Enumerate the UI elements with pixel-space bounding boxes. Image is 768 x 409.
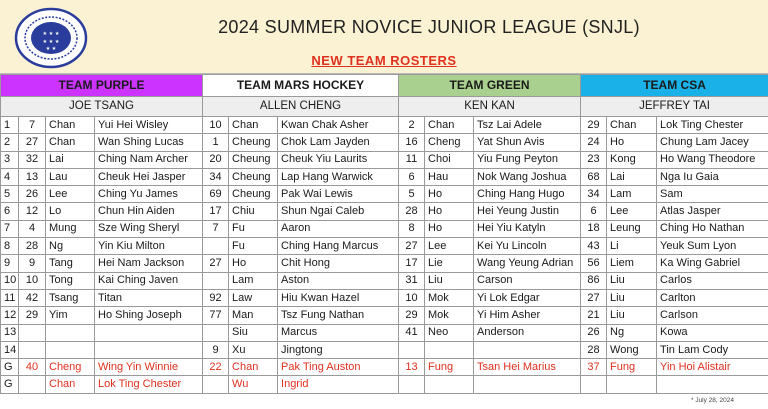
purple-last-name: Yim bbox=[46, 307, 95, 324]
row-index: 14 bbox=[1, 341, 19, 358]
csa-jersey-number: 23 bbox=[581, 151, 607, 168]
csa-jersey-number: 37 bbox=[581, 359, 607, 376]
csa-jersey-number: 27 bbox=[581, 289, 607, 306]
csa-jersey-number: 28 bbox=[581, 341, 607, 358]
team-name-csa: TEAM CSA bbox=[581, 75, 768, 97]
csa-last-name bbox=[607, 376, 657, 393]
green-first-name: Yiu Fung Peyton bbox=[474, 151, 581, 168]
team-name-mars-hockey: TEAM MARS HOCKEY bbox=[203, 75, 399, 97]
mars-hockey-jersey-number bbox=[203, 238, 229, 255]
mars-hockey-first-name: Kwan Chak Asher bbox=[278, 117, 399, 134]
purple-jersey-number: 7 bbox=[19, 117, 46, 134]
mars-hockey-last-name: Xu bbox=[229, 341, 278, 358]
purple-last-name: Chan bbox=[46, 376, 95, 393]
table-row bbox=[1, 255, 768, 272]
green-first-name: Wang Yeung Adrian bbox=[474, 255, 581, 272]
mars-hockey-last-name: Lam bbox=[229, 272, 278, 289]
csa-last-name: Li bbox=[607, 238, 657, 255]
mars-hockey-first-name: Lap Hang Warwick bbox=[278, 168, 399, 185]
csa-last-name: Wong bbox=[607, 341, 657, 358]
purple-last-name: Lo bbox=[46, 203, 95, 220]
purple-last-name: Tsang bbox=[46, 289, 95, 306]
green-first-name: Yi Lok Edgar bbox=[474, 289, 581, 306]
row-index: 9 bbox=[1, 255, 19, 272]
table-row bbox=[1, 272, 768, 289]
green-jersey-number: 10 bbox=[399, 289, 425, 306]
csa-first-name: Ching Ho Nathan bbox=[657, 220, 768, 237]
mars-hockey-first-name: Cheuk Yiu Laurits bbox=[278, 151, 399, 168]
row-index: 1 bbox=[1, 117, 19, 134]
mars-hockey-first-name: Hiu Kwan Hazel bbox=[278, 289, 399, 306]
csa-last-name: Liem bbox=[607, 255, 657, 272]
purple-jersey-number bbox=[19, 376, 46, 393]
purple-jersey-number: 32 bbox=[19, 151, 46, 168]
purple-first-name: Wing Yin Winnie bbox=[95, 359, 203, 376]
green-jersey-number: 6 bbox=[399, 168, 425, 185]
green-last-name: Liu bbox=[425, 272, 474, 289]
purple-last-name: Lau bbox=[46, 168, 95, 185]
mars-hockey-jersey-number: 7 bbox=[203, 220, 229, 237]
csa-last-name: Liu bbox=[607, 272, 657, 289]
page-subtitle: NEW TEAM ROSTERS bbox=[311, 53, 457, 68]
csa-last-name: Liu bbox=[607, 289, 657, 306]
green-first-name: Tsan Hei Marius bbox=[474, 359, 581, 376]
mars-hockey-jersey-number bbox=[203, 272, 229, 289]
header-banner bbox=[0, 0, 768, 74]
green-jersey-number: 17 bbox=[399, 255, 425, 272]
green-last-name: Lie bbox=[425, 255, 474, 272]
green-last-name: Chan bbox=[425, 117, 474, 134]
mars-hockey-first-name: Chit Hong bbox=[278, 255, 399, 272]
csa-jersey-number: 21 bbox=[581, 307, 607, 324]
csa-jersey-number: 18 bbox=[581, 220, 607, 237]
mars-hockey-jersey-number: 20 bbox=[203, 151, 229, 168]
csa-first-name: Nga Iu Gaia bbox=[657, 168, 768, 185]
mars-hockey-last-name: Chan bbox=[229, 117, 278, 134]
green-first-name: Tsz Lai Adele bbox=[474, 117, 581, 134]
green-first-name bbox=[474, 341, 581, 358]
csa-first-name: Ka Wing Gabriel bbox=[657, 255, 768, 272]
table-row bbox=[1, 324, 768, 341]
purple-first-name: Yin Kiu Milton bbox=[95, 238, 203, 255]
csa-first-name: Lok Ting Chester bbox=[657, 117, 768, 134]
green-first-name: Yat Shun Avis bbox=[474, 134, 581, 151]
green-jersey-number: 31 bbox=[399, 272, 425, 289]
purple-jersey-number: 28 bbox=[19, 238, 46, 255]
csa-jersey-number: 6 bbox=[581, 203, 607, 220]
csa-last-name: Ng bbox=[607, 324, 657, 341]
table-row bbox=[1, 220, 768, 237]
table-row bbox=[1, 376, 768, 393]
green-last-name: Ho bbox=[425, 203, 474, 220]
purple-last-name: Chan bbox=[46, 134, 95, 151]
green-first-name: Carson bbox=[474, 272, 581, 289]
purple-first-name: Ho Shing Joseph bbox=[95, 307, 203, 324]
green-jersey-number: 8 bbox=[399, 220, 425, 237]
green-first-name: Hei Yiu Katyln bbox=[474, 220, 581, 237]
green-jersey-number: 11 bbox=[399, 151, 425, 168]
mars-hockey-last-name: Chiu bbox=[229, 203, 278, 220]
purple-jersey-number bbox=[19, 341, 46, 358]
purple-jersey-number: 13 bbox=[19, 168, 46, 185]
purple-jersey-number: 4 bbox=[19, 220, 46, 237]
mars-hockey-jersey-number: 1 bbox=[203, 134, 229, 151]
team-name-purple: TEAM PURPLE bbox=[1, 75, 203, 97]
purple-last-name: Tang bbox=[46, 255, 95, 272]
row-index: 3 bbox=[1, 151, 19, 168]
green-last-name bbox=[425, 376, 474, 393]
green-last-name: Mok bbox=[425, 289, 474, 306]
mars-hockey-last-name: Cheung bbox=[229, 134, 278, 151]
mars-hockey-jersey-number: 22 bbox=[203, 359, 229, 376]
table-row bbox=[1, 134, 768, 151]
table-row bbox=[1, 186, 768, 203]
csa-jersey-number: 29 bbox=[581, 117, 607, 134]
row-index: 6 bbox=[1, 203, 19, 220]
green-jersey-number: 29 bbox=[399, 307, 425, 324]
purple-first-name: Cheuk Hei Jasper bbox=[95, 168, 203, 185]
mars-hockey-jersey-number: 77 bbox=[203, 307, 229, 324]
coach-mars-hockey: ALLEN CHENG bbox=[203, 97, 399, 117]
csa-first-name bbox=[657, 376, 768, 393]
purple-first-name: Yui Hei Wisley bbox=[95, 117, 203, 134]
csa-last-name: Lam bbox=[607, 186, 657, 203]
green-last-name: Choi bbox=[425, 151, 474, 168]
mars-hockey-last-name: Fu bbox=[229, 238, 278, 255]
mars-hockey-jersey-number: 69 bbox=[203, 186, 229, 203]
mars-hockey-first-name: Jingtong bbox=[278, 341, 399, 358]
mars-hockey-jersey-number: 92 bbox=[203, 289, 229, 306]
purple-jersey-number: 10 bbox=[19, 272, 46, 289]
csa-first-name: Carlos bbox=[657, 272, 768, 289]
csa-first-name: Kowa bbox=[657, 324, 768, 341]
coach-green: KEN KAN bbox=[399, 97, 581, 117]
green-jersey-number: 41 bbox=[399, 324, 425, 341]
table-row bbox=[1, 117, 768, 134]
csa-last-name: Ho bbox=[607, 134, 657, 151]
csa-jersey-number: 34 bbox=[581, 186, 607, 203]
purple-first-name: Sze Wing Sheryl bbox=[95, 220, 203, 237]
purple-first-name: Ching Nam Archer bbox=[95, 151, 203, 168]
mars-hockey-jersey-number: 17 bbox=[203, 203, 229, 220]
csa-first-name: Sam bbox=[657, 186, 768, 203]
row-index: 13 bbox=[1, 324, 19, 341]
green-jersey-number bbox=[399, 376, 425, 393]
mars-hockey-jersey-number: 10 bbox=[203, 117, 229, 134]
purple-last-name: Cheng bbox=[46, 359, 95, 376]
csa-first-name: Tin Lam Cody bbox=[657, 341, 768, 358]
mars-hockey-jersey-number bbox=[203, 324, 229, 341]
mars-hockey-first-name: Pak Wai Lewis bbox=[278, 186, 399, 203]
purple-jersey-number: 26 bbox=[19, 186, 46, 203]
row-index: 11 bbox=[1, 289, 19, 306]
purple-last-name: Tong bbox=[46, 272, 95, 289]
purple-jersey-number: 9 bbox=[19, 255, 46, 272]
green-jersey-number bbox=[399, 341, 425, 358]
row-index: 8 bbox=[1, 238, 19, 255]
purple-last-name bbox=[46, 341, 95, 358]
table-row bbox=[1, 238, 768, 255]
csa-jersey-number: 26 bbox=[581, 324, 607, 341]
mars-hockey-first-name: Tsz Fung Nathan bbox=[278, 307, 399, 324]
purple-first-name: Kai Ching Javen bbox=[95, 272, 203, 289]
mars-hockey-last-name: Law bbox=[229, 289, 278, 306]
csa-last-name: Kong bbox=[607, 151, 657, 168]
purple-jersey-number: 40 bbox=[19, 359, 46, 376]
team-header-row bbox=[1, 75, 768, 97]
purple-first-name: Wan Shing Lucas bbox=[95, 134, 203, 151]
green-first-name: Hei Yeung Justin bbox=[474, 203, 581, 220]
mars-hockey-jersey-number: 9 bbox=[203, 341, 229, 358]
csa-first-name: Chung Lam Jacey bbox=[657, 134, 768, 151]
mars-hockey-last-name: Man bbox=[229, 307, 278, 324]
mars-hockey-first-name: Shun Ngai Caleb bbox=[278, 203, 399, 220]
purple-jersey-number: 27 bbox=[19, 134, 46, 151]
green-jersey-number: 27 bbox=[399, 238, 425, 255]
mars-hockey-last-name: Cheung bbox=[229, 151, 278, 168]
purple-jersey-number bbox=[19, 324, 46, 341]
green-jersey-number: 5 bbox=[399, 186, 425, 203]
purple-first-name bbox=[95, 324, 203, 341]
green-last-name: Hau bbox=[425, 168, 474, 185]
csa-first-name: Carlson bbox=[657, 307, 768, 324]
mars-hockey-jersey-number: 27 bbox=[203, 255, 229, 272]
table-row bbox=[1, 203, 768, 220]
purple-last-name: Ng bbox=[46, 238, 95, 255]
csa-first-name: Atlas Jasper bbox=[657, 203, 768, 220]
table-row bbox=[1, 359, 768, 376]
csa-jersey-number bbox=[581, 376, 607, 393]
purple-first-name: Hei Nam Jackson bbox=[95, 255, 203, 272]
csa-last-name: Chan bbox=[607, 117, 657, 134]
purple-last-name: Lee bbox=[46, 186, 95, 203]
green-first-name: Anderson bbox=[474, 324, 581, 341]
purple-jersey-number: 12 bbox=[19, 203, 46, 220]
date-footnote: * July 28, 2024 bbox=[690, 397, 734, 404]
csa-last-name: Leung bbox=[607, 220, 657, 237]
coach-purple: JOE TSANG bbox=[1, 97, 203, 117]
csa-last-name: Fung bbox=[607, 359, 657, 376]
mars-hockey-first-name: Ching Hang Marcus bbox=[278, 238, 399, 255]
csa-jersey-number: 43 bbox=[581, 238, 607, 255]
csa-jersey-number: 68 bbox=[581, 168, 607, 185]
green-last-name: Ho bbox=[425, 186, 474, 203]
mars-hockey-first-name: Aaron bbox=[278, 220, 399, 237]
green-last-name: Ho bbox=[425, 220, 474, 237]
green-last-name: Mok bbox=[425, 307, 474, 324]
green-first-name: Ching Hang Hugo bbox=[474, 186, 581, 203]
mars-hockey-jersey-number: 34 bbox=[203, 168, 229, 185]
mars-hockey-last-name: Wu bbox=[229, 376, 278, 393]
svg-text:★ ★ ★: ★ ★ ★ bbox=[42, 39, 60, 45]
purple-first-name: Chun Hin Aiden bbox=[95, 203, 203, 220]
table-row bbox=[1, 151, 768, 168]
table-row bbox=[1, 168, 768, 185]
csa-last-name: Lee bbox=[607, 203, 657, 220]
svg-text:★ ★ ★: ★ ★ ★ bbox=[42, 31, 60, 37]
mars-hockey-first-name: Chok Lam Jayden bbox=[278, 134, 399, 151]
mars-hockey-first-name: Marcus bbox=[278, 324, 399, 341]
csa-last-name: Lai bbox=[607, 168, 657, 185]
row-index: G bbox=[1, 359, 19, 376]
coach-row bbox=[1, 97, 768, 117]
row-index: 5 bbox=[1, 186, 19, 203]
mars-hockey-jersey-number bbox=[203, 376, 229, 393]
csa-first-name: Yin Hoi Alistair bbox=[657, 359, 768, 376]
roster-table bbox=[0, 74, 768, 394]
table-row bbox=[1, 341, 768, 358]
purple-last-name: Mung bbox=[46, 220, 95, 237]
table-row bbox=[1, 289, 768, 306]
green-first-name: Yi Him Asher bbox=[474, 307, 581, 324]
purple-last-name bbox=[46, 324, 95, 341]
purple-first-name bbox=[95, 341, 203, 358]
coach-csa: JEFFREY TAI bbox=[581, 97, 768, 117]
team-name-green: TEAM GREEN bbox=[399, 75, 581, 97]
purple-first-name: Ching Yu James bbox=[95, 186, 203, 203]
csa-jersey-number: 56 bbox=[581, 255, 607, 272]
table-row bbox=[1, 307, 768, 324]
mars-hockey-first-name: Pak Ting Auston bbox=[278, 359, 399, 376]
csa-first-name: Ho Wang Theodore bbox=[657, 151, 768, 168]
csa-first-name: Carlton bbox=[657, 289, 768, 306]
mars-hockey-first-name: Ingrid bbox=[278, 376, 399, 393]
mars-hockey-last-name: Cheung bbox=[229, 168, 278, 185]
row-index: 10 bbox=[1, 272, 19, 289]
purple-last-name: Lai bbox=[46, 151, 95, 168]
green-first-name: Nok Wang Joshua bbox=[474, 168, 581, 185]
mars-hockey-last-name: Cheung bbox=[229, 186, 278, 203]
purple-first-name: Titan bbox=[95, 289, 203, 306]
csa-first-name: Yeuk Sum Lyon bbox=[657, 238, 768, 255]
row-index: 2 bbox=[1, 134, 19, 151]
mars-hockey-last-name: Ho bbox=[229, 255, 278, 272]
green-jersey-number: 2 bbox=[399, 117, 425, 134]
mars-hockey-first-name: Aston bbox=[278, 272, 399, 289]
green-last-name bbox=[425, 341, 474, 358]
csa-jersey-number: 24 bbox=[581, 134, 607, 151]
green-first-name: Kei Yu Lincoln bbox=[474, 238, 581, 255]
purple-jersey-number: 29 bbox=[19, 307, 46, 324]
green-jersey-number: 16 bbox=[399, 134, 425, 151]
purple-first-name: Lok Ting Chester bbox=[95, 376, 203, 393]
green-jersey-number: 28 bbox=[399, 203, 425, 220]
mars-hockey-last-name: Fu bbox=[229, 220, 278, 237]
green-jersey-number: 13 bbox=[399, 359, 425, 376]
green-last-name: Neo bbox=[425, 324, 474, 341]
csa-last-name: Liu bbox=[607, 307, 657, 324]
csa-jersey-number: 86 bbox=[581, 272, 607, 289]
green-first-name bbox=[474, 376, 581, 393]
row-index: 7 bbox=[1, 220, 19, 237]
page-title: 2024 SUMMER NOVICE JUNIOR LEAGUE (SNJL) bbox=[218, 17, 640, 37]
row-index: 12 bbox=[1, 307, 19, 324]
svg-text:★ ★: ★ ★ bbox=[45, 46, 57, 52]
mars-hockey-last-name: Chan bbox=[229, 359, 278, 376]
mars-hockey-last-name: Siu bbox=[229, 324, 278, 341]
row-index: G bbox=[1, 376, 19, 393]
purple-last-name: Chan bbox=[46, 117, 95, 134]
row-index: 4 bbox=[1, 168, 19, 185]
green-last-name: Cheng bbox=[425, 134, 474, 151]
green-last-name: Fung bbox=[425, 359, 474, 376]
purple-jersey-number: 42 bbox=[19, 289, 46, 306]
green-last-name: Lee bbox=[425, 238, 474, 255]
